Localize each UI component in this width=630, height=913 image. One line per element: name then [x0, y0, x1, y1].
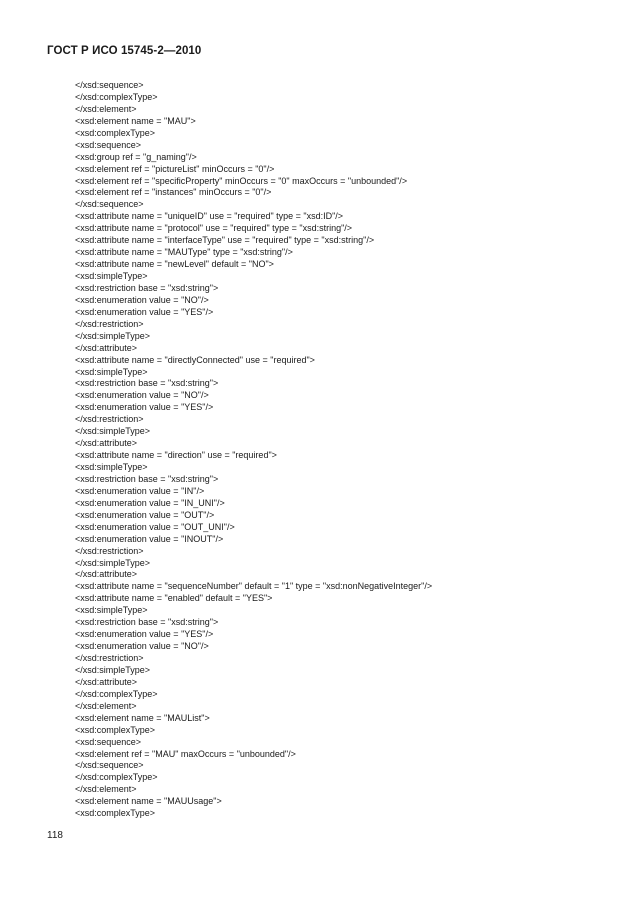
code-line: <xsd:element name = "MAUList">: [75, 712, 210, 723]
code-line: </xsd:element>: [75, 700, 137, 711]
code-line: <xsd:element ref = "MAU" maxOccurs = "unbounded"/>: [75, 748, 296, 759]
code-line: <xsd:simpleType>: [75, 271, 148, 281]
code-line: <xsd:enumeration value = "YES"/>: [75, 306, 214, 317]
code-line: <xsd:element ref = "instances" minOccurs = "0"/>: [75, 187, 272, 198]
code-line: <xsd:sequence>: [75, 736, 142, 747]
code-line: <xsd:attribute name = "MAUType" type = "xsd:string"/>: [75, 247, 293, 258]
code-line: <xsd:restriction base = "xsd:string">: [75, 378, 219, 389]
code-line: <xsd:attribute name = "interfaceType" use = "required" type = "xsd:string"/>: [75, 235, 375, 246]
code-line: <xsd:attribute name = "newLevel" default = "NO">: [75, 259, 274, 270]
code-line: </xsd:simpleType>: [75, 557, 151, 568]
code-line: </xsd:restriction>: [75, 318, 144, 329]
code-line: <xsd:enumeration value = "IN"/>: [75, 485, 205, 496]
code-line: <xsd:enumeration value = "NO"/>: [75, 294, 209, 305]
code-line: </xsd:simpleType>: [75, 330, 151, 341]
code-line: <xsd:enumeration value = "NO"/>: [75, 390, 209, 401]
code-line: </xsd:restriction>: [75, 545, 144, 556]
code-line: <xsd:attribute name = "uniqueID" use = "required" type = "xsd:ID"/>: [75, 211, 344, 222]
page-number: 118: [47, 830, 63, 841]
code-line: </xsd:attribute>: [75, 569, 138, 580]
code-line: </xsd:sequence>: [75, 80, 144, 90]
code-line: <xsd:element name = "MAUUsage">: [75, 796, 222, 807]
code-line: </xsd:simpleType>: [75, 664, 151, 675]
code-line: </xsd:attribute>: [75, 438, 138, 449]
code-line: </xsd:restriction>: [75, 414, 144, 425]
code-line: <xsd:enumeration value = "OUT_UNI"/>: [75, 521, 235, 532]
code-line: <xsd:group ref = "g_naming"/>: [75, 151, 197, 162]
page-header-title: ГОСТ Р ИСО 15745-2—2010: [47, 45, 202, 57]
xml-schema-code-block: [75, 80, 432, 820]
code-line: <xsd:complexType>: [75, 724, 156, 735]
code-line: <xsd:attribute name = "enabled" default = "YES">: [75, 593, 273, 604]
code-line: </xsd:sequence>: [75, 199, 144, 210]
code-line: <xsd:complexType>: [75, 808, 156, 819]
code-line: </xsd:complexType>: [75, 688, 158, 699]
code-line: <xsd:restriction base = "xsd:string">: [75, 617, 219, 628]
code-line: </xsd:simpleType>: [75, 426, 151, 437]
code-line: <xsd:enumeration value = "OUT"/>: [75, 509, 215, 520]
code-line: <xsd:element name = "MAU">: [75, 115, 196, 126]
code-line: <xsd:restriction base = "xsd:string">: [75, 473, 219, 484]
code-line: <xsd:attribute name = "direction" use = "required">: [75, 450, 277, 461]
code-line: </xsd:complexType>: [75, 91, 158, 102]
code-line: <xsd:attribute name = "directlyConnected" use = "required">: [75, 354, 315, 365]
code-line: <xsd:attribute name = "protocol" use = "required" type = "xsd:string"/>: [75, 223, 353, 234]
code-line: <xsd:enumeration value = "IN_UNI"/>: [75, 497, 225, 508]
code-line: </xsd:complexType>: [75, 772, 158, 783]
code-line: <xsd:sequence>: [75, 139, 142, 150]
code-line: <xsd:simpleType>: [75, 462, 148, 472]
code-line: <xsd:element ref = "pictureList" minOccurs = "0"/>: [75, 163, 275, 174]
code-line: </xsd:element>: [75, 103, 137, 114]
code-line: <xsd:enumeration value = "YES"/>: [75, 629, 214, 640]
code-line: <xsd:enumeration value = "INOUT"/>: [75, 533, 224, 544]
code-line: </xsd:restriction>: [75, 653, 144, 663]
code-line: </xsd:sequence>: [75, 760, 144, 771]
code-line: </xsd:attribute>: [75, 676, 138, 687]
code-line: </xsd:element>: [75, 784, 137, 795]
code-line: </xsd:attribute>: [75, 342, 138, 353]
code-line: <xsd:restriction base = "xsd:string">: [75, 282, 219, 293]
code-line: <xsd:enumeration value = "NO"/>: [75, 641, 209, 652]
code-line: <xsd:enumeration value = "YES"/>: [75, 402, 214, 413]
code-line: <xsd:element ref = "specificProperty" minOccurs = "0" maxOccurs = "unbounded"/>: [75, 175, 408, 186]
code-line: <xsd:complexType>: [75, 127, 156, 138]
code-line: <xsd:simpleType>: [75, 366, 148, 377]
code-line: <xsd:simpleType>: [75, 605, 148, 616]
code-line: <xsd:attribute name = "sequenceNumber" default = "1" type = "xsd:nonNegativeInteger"/>: [75, 581, 433, 592]
